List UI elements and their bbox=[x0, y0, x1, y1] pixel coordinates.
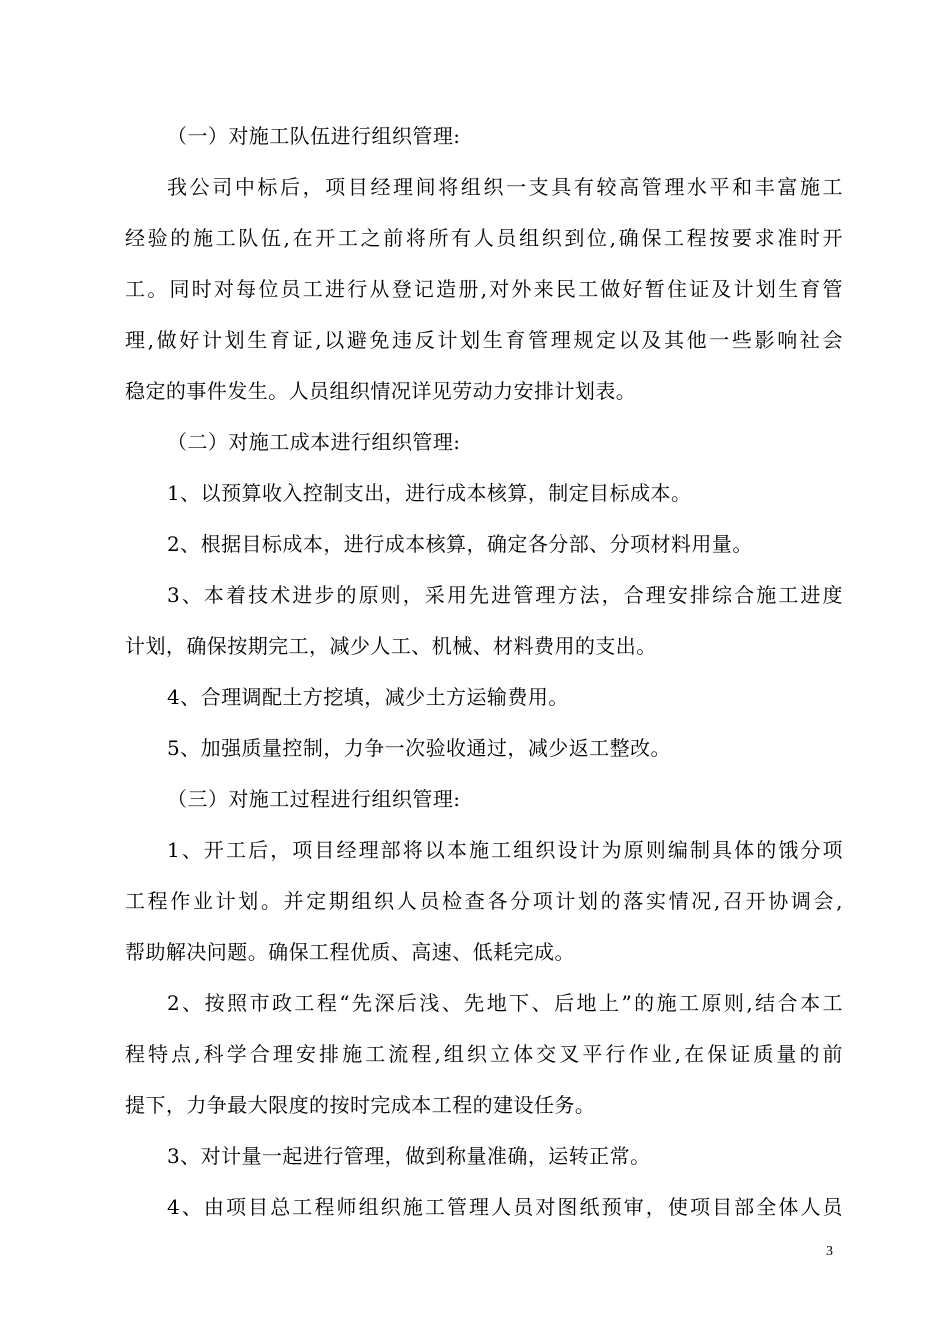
list-item: 3、本着技术进步的原则，采用先进管理方法，合理安排综合施工进度 bbox=[167, 583, 843, 607]
paragraph-line: 工。同时对每位员工进行从登记造册,对外来民工做好暂住证及计划生育管 bbox=[125, 277, 843, 301]
document-body bbox=[125, 111, 843, 1233]
section-heading-cost: （二）对施工成本进行组织管理: bbox=[167, 430, 461, 454]
list-item: 1、以预算收入控制支出，进行成本核算，制定目标成本。 bbox=[167, 481, 692, 505]
paragraph-line: 经验的施工队伍,在开工之前将所有人员组织到位,确保工程按要求准时开 bbox=[125, 226, 843, 250]
page-number: 3 bbox=[826, 1244, 833, 1259]
list-item: 2、按照市政工程“先深后浅、先地下、后地上”的施工原则,结合本工 bbox=[167, 991, 843, 1015]
paragraph-line: 提下，力争最大限度的按时完成本工程的建设任务。 bbox=[125, 1093, 596, 1117]
paragraph-line: 帮助解决问题。确保工程优质、高速、低耗完成。 bbox=[125, 940, 575, 964]
list-item: 1、开工后，项目经理部将以本施工组织设计为原则编制具体的饿分项 bbox=[167, 838, 843, 862]
paragraph-line: 程特点,科学合理安排施工流程,组织立体交叉平行作业,在保证质量的前 bbox=[125, 1042, 843, 1066]
list-item: 4、合理调配土方挖填，减少土方运输费用。 bbox=[167, 685, 569, 709]
paragraph-line: 工程作业计划。并定期组织人员检查各分项计划的落实情况,召开协调会, bbox=[125, 889, 843, 913]
section-heading-process: （三）对施工过程进行组织管理: bbox=[167, 787, 461, 811]
section-heading-team: （一）对施工队伍进行组织管理: bbox=[167, 124, 461, 148]
list-item: 4、由项目总工程师组织施工管理人员对图纸预审，使项目部全体人员 bbox=[167, 1195, 843, 1219]
list-item: 2、根据目标成本，进行成本核算，确定各分部、分项材料用量。 bbox=[167, 532, 753, 556]
list-item: 3、对计量一起进行管理，做到称量准确，运转正常。 bbox=[167, 1144, 651, 1168]
list-item: 5、加强质量控制，力争一次验收通过，减少返工整改。 bbox=[167, 736, 671, 760]
paragraph-line: 计划，确保按期完工，减少人工、机械、材料费用的支出。 bbox=[125, 634, 657, 658]
paragraph-line: 我公司中标后，项目经理间将组织一支具有较高管理水平和丰富施工 bbox=[167, 175, 843, 199]
paragraph-line: 理,做好计划生育证,以避免违反计划生育管理规定以及其他一些影响社会 bbox=[125, 328, 843, 352]
paragraph-line: 稳定的事件发生。人员组织情况详见劳动力安排计划表。 bbox=[125, 379, 637, 403]
